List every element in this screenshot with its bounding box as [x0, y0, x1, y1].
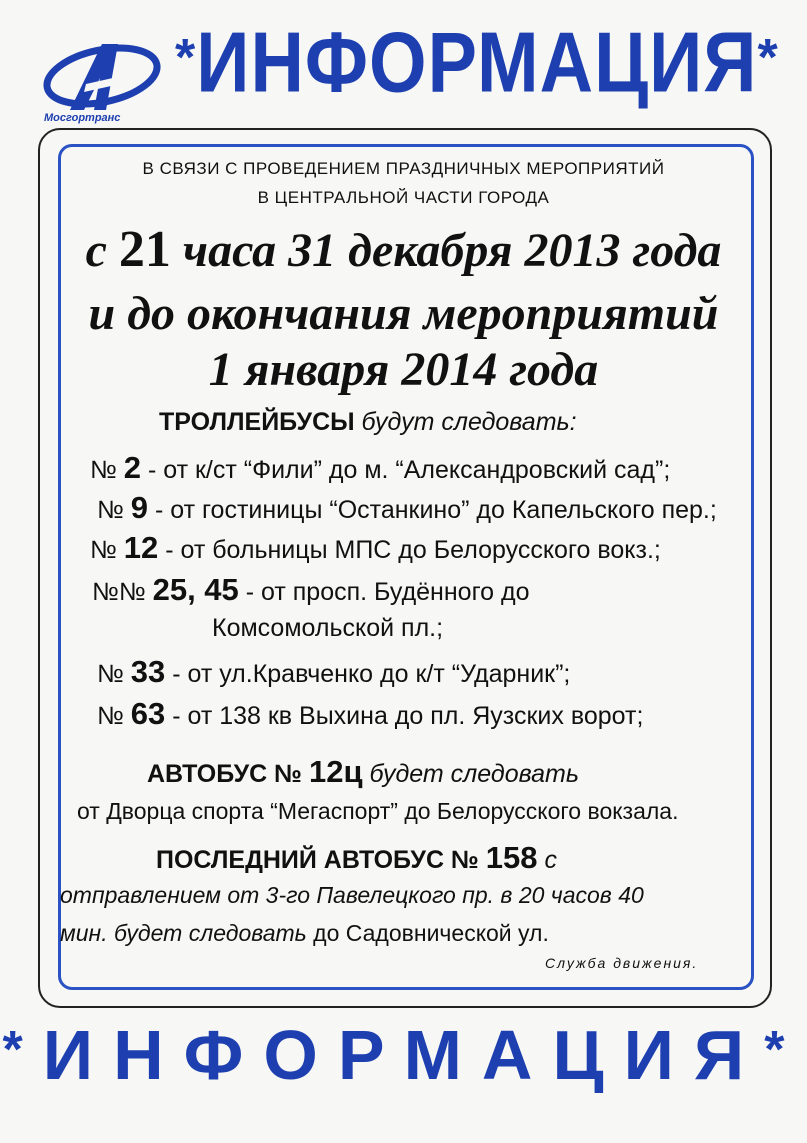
trolleybus-heading-italic: будут следовать:	[354, 408, 577, 436]
last-bus-number: 158	[485, 840, 538, 875]
mosgortrans-logo	[40, 32, 170, 128]
last-bus-heading-tail: с	[537, 846, 557, 874]
date-line-2: и до окончания мероприятий	[88, 287, 719, 340]
route-prefix: №	[97, 702, 131, 730]
route-line-25-45-continuation: Комсомольской пл.;	[212, 614, 444, 642]
date-line-1-hour: 21	[118, 221, 171, 278]
footer-star-left: *	[2, 1021, 43, 1079]
page-title	[175, 14, 795, 110]
route-number: 33	[130, 654, 166, 689]
route-number: 12	[123, 530, 159, 565]
route-line-9	[97, 492, 717, 523]
last-bus-line-2: отправлением от 3-го Павелецкого пр. в 20 часов 40	[60, 882, 644, 908]
route-text: - от гостиницы “Останкино” до Капельского пер.;	[148, 496, 717, 524]
logo-caption: Мосгортранс	[44, 112, 121, 124]
bus-heading	[147, 756, 579, 787]
page-title-text: ИНФОРМАЦИЯ	[196, 14, 758, 110]
route-prefix: №	[90, 456, 124, 484]
route-line-33	[97, 656, 570, 687]
route-line-25-45	[92, 574, 529, 605]
bus-heading-bold: АВТОБУС №	[147, 760, 309, 788]
mosgortrans-emblem-icon	[40, 32, 170, 116]
last-bus-heading-bold: ПОСЛЕДНИЙ АВТОБУС №	[156, 846, 486, 874]
route-number: 25, 45	[152, 572, 239, 607]
route-number: 63	[130, 696, 166, 731]
route-prefix: №	[90, 536, 124, 564]
bus-route: от Дворца спорта “Мегаспорт” до Белорусского вокзала.	[77, 798, 679, 824]
last-bus-line-3	[60, 922, 549, 945]
last-bus-line-3-italic: мин. будет следовать	[60, 920, 307, 946]
bus-heading-italic: будет следовать	[362, 760, 580, 788]
last-bus-heading	[156, 842, 557, 873]
route-number: 2	[123, 450, 142, 485]
date-line-1-rest: часа 31 декабря 2013 года	[170, 224, 722, 277]
route-prefix: №№	[92, 578, 153, 606]
route-prefix: №	[97, 496, 131, 524]
route-number: 9	[130, 490, 149, 525]
star-right: *	[757, 29, 779, 87]
route-text: - от больницы МПС до Белорусского вокз.;	[158, 536, 661, 564]
route-line-63	[97, 698, 643, 729]
route-text: - от к/ст “Фили” до м. “Александровский сад”;	[141, 456, 671, 484]
route-text: - от просп. Будённого до	[238, 578, 530, 606]
signature: Служба движения.	[545, 955, 699, 971]
footer-star-right: *	[764, 1021, 805, 1079]
footer-title-text: ИНФОРМАЦИЯ	[42, 1016, 765, 1094]
bus-number: 12ц	[308, 754, 363, 789]
intro-line-1: В СВЯЗИ С ПРОВЕДЕНИЕМ ПРАЗДНИЧНЫХ МЕРОПРИЯТИЙ	[142, 159, 665, 178]
date-line-1	[0, 221, 807, 278]
star-left: *	[175, 29, 197, 87]
route-line-2	[90, 452, 670, 483]
trolleybus-heading-bold: ТРОЛЛЕЙБУСЫ	[159, 408, 355, 436]
route-line-12	[90, 532, 661, 563]
footer-title	[0, 1016, 807, 1094]
route-text: - от 138 кв Выхина до пл. Яузских ворот;	[165, 702, 644, 730]
date-line-3: 1 января 2014 года	[208, 343, 599, 396]
intro-line-2: В ЦЕНТРАЛЬНОЙ ЧАСТИ ГОРОДА	[257, 188, 550, 207]
date-line-1-pre: с	[85, 224, 119, 277]
trolleybus-heading	[159, 410, 577, 435]
last-bus-line-3-rest: до Садовнической ул.	[306, 920, 549, 946]
route-prefix: №	[97, 660, 131, 688]
route-text: - от ул.Кравченко до к/т “Ударник”;	[165, 660, 571, 688]
